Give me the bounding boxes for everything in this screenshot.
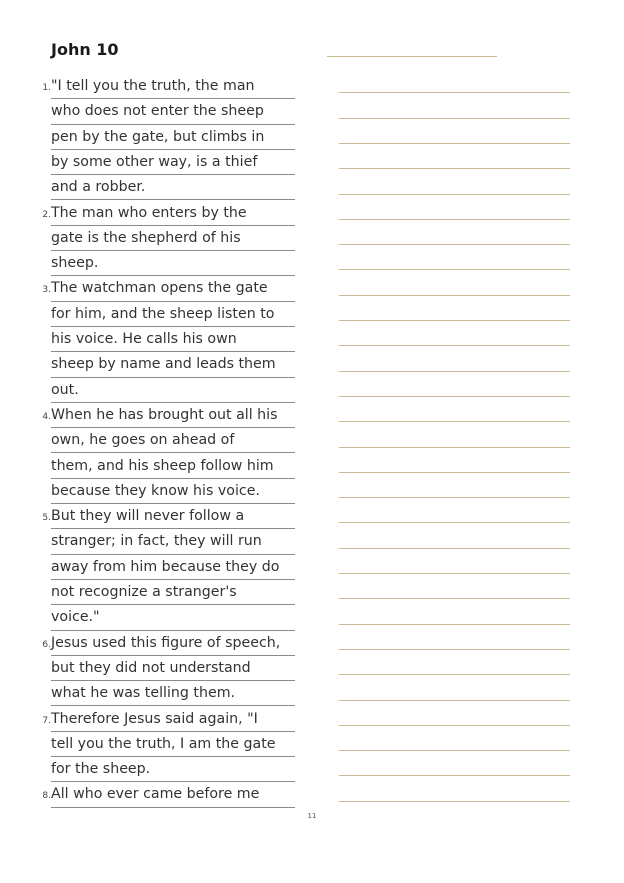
verse-line: out. [51, 378, 295, 403]
verse-line: The man who enters by the [51, 201, 295, 226]
writing-line [339, 295, 570, 296]
writing-line [339, 92, 570, 93]
writing-line [339, 447, 570, 448]
writing-line [339, 522, 570, 523]
writing-line [339, 725, 570, 726]
page-title: John 10 [51, 40, 119, 59]
verse-line: voice." [51, 605, 295, 630]
writing-line [339, 775, 570, 776]
verse-line: Jesus used this figure of speech, [51, 631, 295, 656]
writing-line [339, 194, 570, 195]
writing-line [339, 118, 570, 119]
verse-line: who does not enter the sheep [51, 99, 295, 124]
writing-line [339, 320, 570, 321]
verse-line: But they will never follow a [51, 504, 295, 529]
verse-number: 4. [42, 411, 51, 422]
verse-line: and a robber. [51, 175, 295, 200]
writing-line [339, 624, 570, 625]
verse-line: sheep. [51, 251, 295, 276]
verse-line: stranger; in fact, they will run [51, 529, 295, 554]
verse-line: for the sheep. [51, 757, 295, 782]
writing-line [339, 371, 570, 372]
verse-number: 7. [42, 715, 51, 726]
verse-number: 5. [42, 513, 51, 524]
verse-line: but they did not understand [51, 656, 295, 681]
verse-line: tell you the truth, I am the gate [51, 732, 295, 757]
verse-line: away from him because they do [51, 555, 295, 580]
verse-line: his voice. He calls his own [51, 327, 295, 352]
verse-line: own, he goes on ahead of [51, 428, 295, 453]
writing-line [339, 244, 570, 245]
verse-line: gate is the shepherd of his [51, 226, 295, 251]
verse-line: pen by the gate, but climbs in [51, 125, 295, 150]
writing-line [339, 801, 570, 802]
verse-line: what he was telling them. [51, 681, 295, 706]
writing-line [339, 598, 570, 599]
writing-line [339, 219, 570, 220]
writing-line [339, 700, 570, 701]
title-writing-line [327, 56, 497, 57]
writing-line [339, 345, 570, 346]
verse-number: 2. [42, 209, 51, 220]
writing-line [339, 649, 570, 650]
writing-line [339, 396, 570, 397]
writing-line [339, 421, 570, 422]
verse-line: them, and his sheep follow him [51, 454, 295, 479]
verse-number: 1. [42, 83, 51, 93]
writing-line [339, 143, 570, 144]
verse-line: for him, and the sheep listen to [51, 302, 295, 327]
writing-line [339, 269, 570, 270]
verse-line: Therefore Jesus said again, "I [51, 707, 295, 732]
verse-number: 6. [42, 639, 51, 650]
writing-line [339, 573, 570, 574]
writing-line [339, 750, 570, 751]
verse-line: When he has brought out all his [51, 403, 295, 428]
verse-line: All who ever came before me [51, 782, 295, 807]
writing-line [339, 674, 570, 675]
verse-line: The watchman opens the gate [51, 276, 295, 301]
writing-line [339, 548, 570, 549]
verse-line: sheep by name and leads them [51, 352, 295, 377]
writing-line [339, 497, 570, 498]
verse-line: not recognize a stranger's [51, 580, 295, 605]
verse-line: "I tell you the truth, the man [51, 74, 295, 99]
verse-line: because they know his voice. [51, 479, 295, 504]
writing-line [339, 472, 570, 473]
verse-number: 8. [42, 791, 51, 802]
writing-line [339, 168, 570, 169]
page-number: 11 [307, 812, 317, 818]
verse-number: 3. [42, 285, 51, 296]
verse-line: by some other way, is a thief [51, 150, 295, 175]
